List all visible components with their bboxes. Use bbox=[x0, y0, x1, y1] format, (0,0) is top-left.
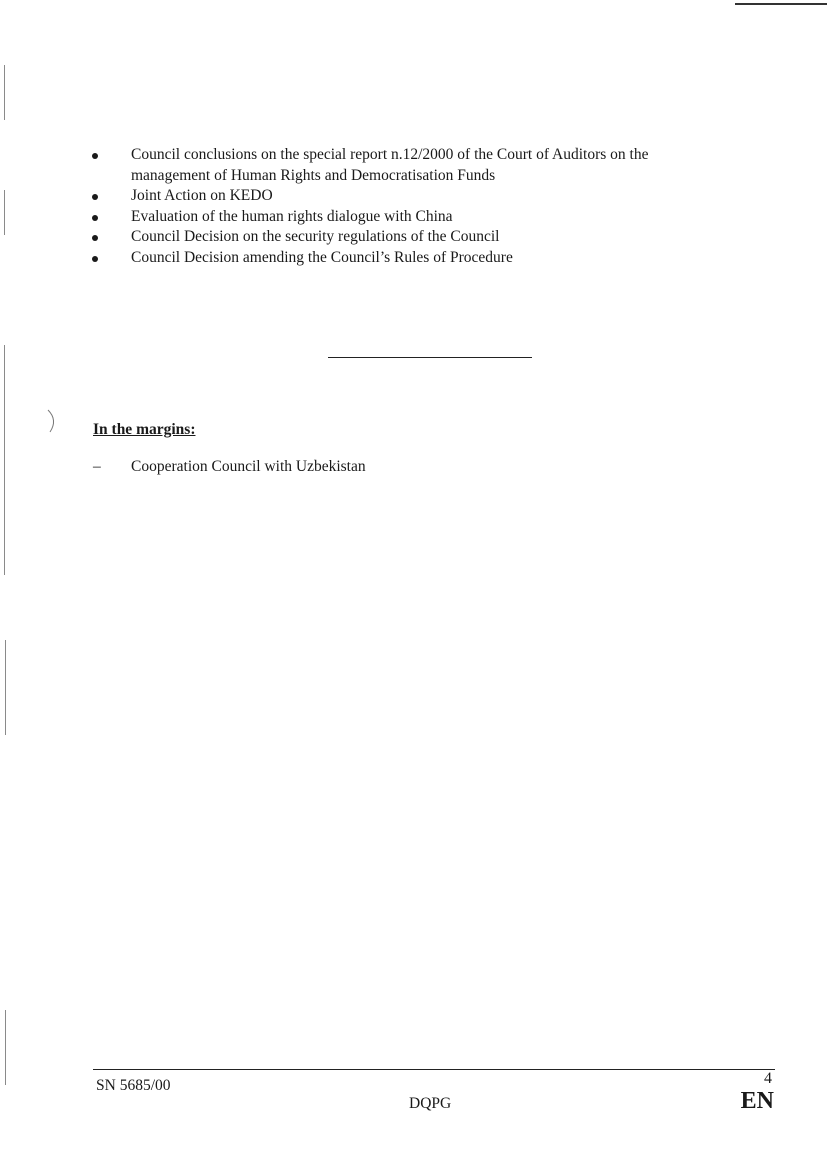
document-reference: SN 5685/00 bbox=[96, 1077, 171, 1094]
language-code: EN bbox=[740, 1088, 774, 1114]
bullet-icon bbox=[92, 194, 98, 200]
bullet-icon bbox=[92, 235, 98, 241]
bullet-icon bbox=[92, 215, 98, 221]
bullet-icon bbox=[92, 153, 98, 159]
scan-edge-mark bbox=[4, 345, 5, 575]
agenda-item-text: Joint Action on KEDO bbox=[131, 187, 273, 204]
agenda-item-text: Council Decision amending the Council’s Rules of Procedure bbox=[131, 248, 513, 266]
agenda-item bbox=[92, 145, 712, 186]
margins-dash-list bbox=[93, 457, 366, 477]
dash-icon: – bbox=[93, 458, 101, 475]
agenda-item-text: Council conclusions on the special report n.12/2000 of the Court of Auditors on the management of Human Rights and Democratisation Funds bbox=[131, 146, 649, 184]
footer-rule bbox=[93, 1069, 775, 1070]
scan-edge-mark bbox=[4, 190, 5, 235]
agenda-item-text: Evaluation of the human rights dialogue with China bbox=[131, 207, 453, 225]
scan-edge-mark bbox=[4, 65, 5, 120]
section-separator bbox=[328, 357, 532, 358]
scan-top-mark bbox=[735, 3, 827, 5]
department-code: DQPG bbox=[409, 1095, 452, 1112]
agenda-item bbox=[92, 207, 712, 228]
margins-item bbox=[93, 457, 366, 477]
margins-heading: In the margins: bbox=[93, 421, 196, 438]
agenda-bullet-list bbox=[92, 145, 712, 268]
scan-paren-mark bbox=[44, 408, 64, 434]
page-number: 4 bbox=[764, 1070, 772, 1087]
agenda-item bbox=[92, 248, 712, 269]
scan-edge-mark bbox=[5, 640, 6, 735]
bullet-icon bbox=[92, 256, 98, 262]
agenda-item bbox=[92, 227, 712, 248]
scan-edge-mark bbox=[5, 1010, 6, 1085]
agenda-item-text: Council Decision on the security regulations of the Council bbox=[131, 228, 500, 245]
agenda-item bbox=[92, 186, 712, 207]
margins-item-text: Cooperation Council with Uzbekistan bbox=[131, 458, 366, 475]
